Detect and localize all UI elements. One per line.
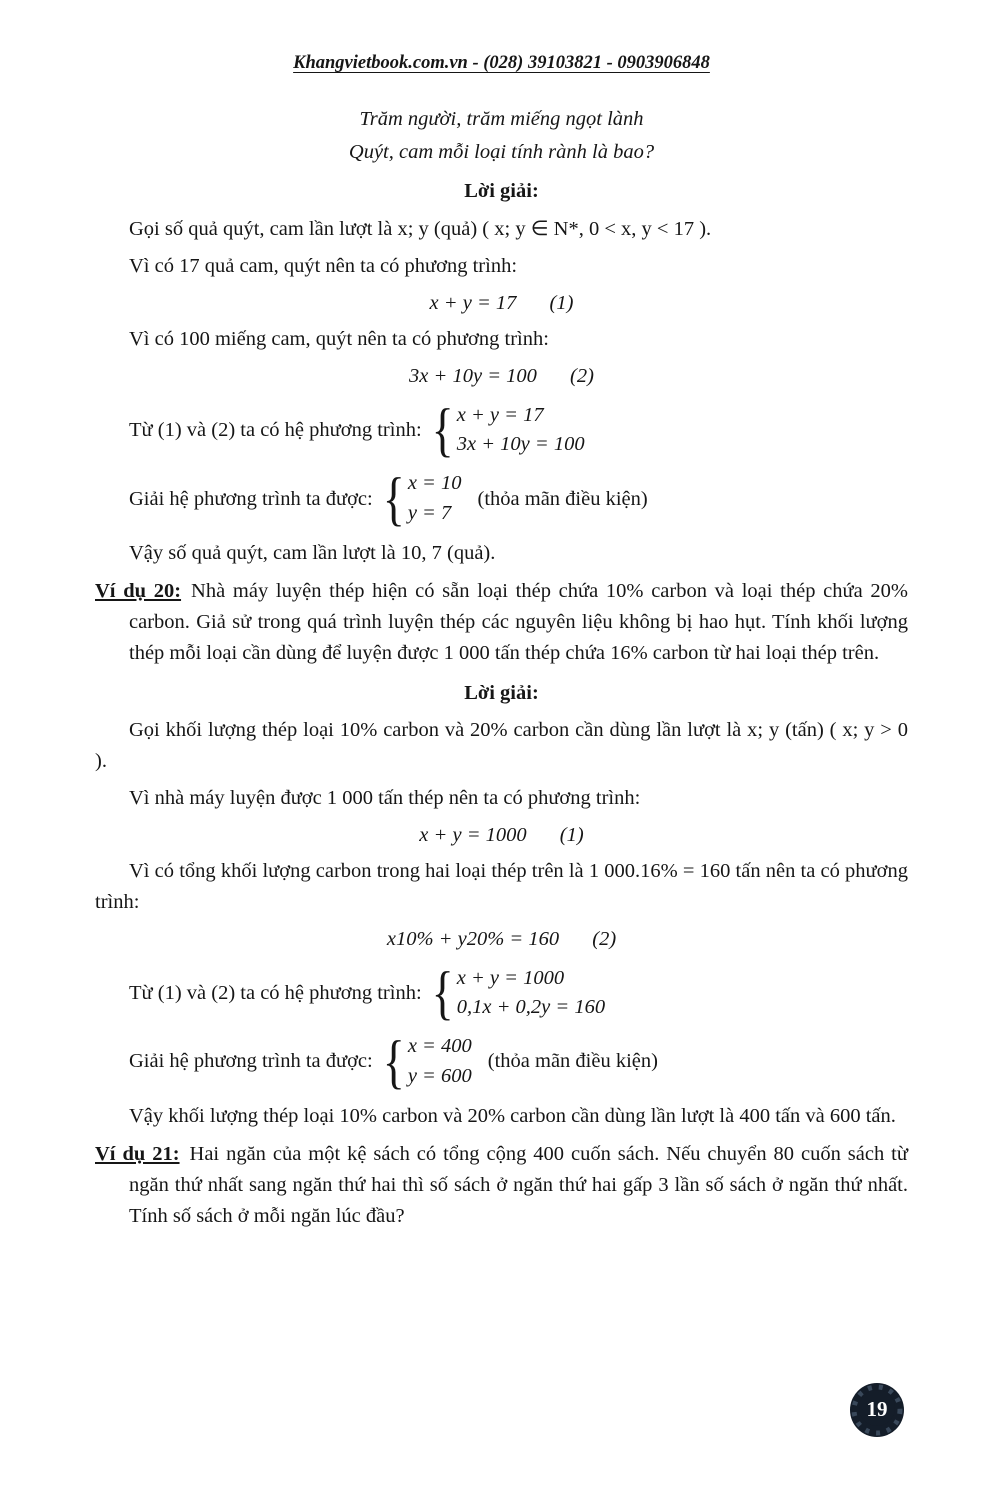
equation-2-tag: (2)	[570, 365, 594, 387]
system-3-line-1: x + y = 1000	[456, 966, 565, 989]
poem	[95, 104, 908, 168]
paragraph-vi-100: Vì có 100 miếng cam, quýt nên ta có phương trình:	[129, 328, 549, 351]
paragraph-goi-1: Gọi số quả quýt, cam lần lượt là x; y (quả) ( x; y ∈ N*, 0 < x, y < 17 ).	[129, 218, 712, 240]
paragraph-vi-160: Vì có tổng khối lượng carbon trong hai loại thép trên là 1 000.16% = 160 tấn nên ta có phương trình:	[95, 860, 908, 914]
left-brace: {	[382, 1027, 405, 1095]
poem-line-1: Trăm người, trăm miếng ngọt lành	[359, 107, 644, 130]
equation-2	[95, 361, 908, 392]
example-20-text: Nhà máy luyện thép hiện có sẵn loại thép chứa 10% carbon và loại thép chứa 20% carbon. Giả sử trong quá trình luyện thép các nguyên liệu không bị hao hụt. Tính khối lượng thép mỗi loại cần dùng để luyện được 1 000 tấn thép chứa 16% carbon từ hai loại thép trên.	[129, 580, 908, 664]
system-row-3-lead: Từ (1) và (2) ta có hệ phương trình:	[129, 981, 422, 1004]
equation-1	[95, 288, 908, 319]
equation-4-tag: (2)	[592, 927, 617, 950]
paragraph-goi-2: Gọi khối lượng thép loại 10% carbon và 20% carbon cần dùng lần lượt là x; y (tấn) ( x; y > 0 ).	[95, 719, 908, 773]
system-row-4-lead: Giải hệ phương trình ta được:	[129, 1050, 373, 1073]
system-row-1-lead: Từ (1) và (2) ta có hệ phương trình:	[129, 419, 422, 442]
left-brace: {	[431, 396, 454, 463]
system-2-line-1: x = 10	[407, 472, 462, 495]
equation-4-expression: x10% + y20% = 160	[386, 927, 560, 950]
equation-4	[95, 924, 908, 955]
example-20-label: Ví dụ 20:	[95, 580, 182, 603]
system-3-line-2: 0,1x + 0,2y = 160	[456, 996, 606, 1019]
equation-1-tag: (1)	[549, 291, 574, 314]
paragraph-vay-1: Vậy số quả quýt, cam lần lượt là 10, 7 (quả).	[129, 541, 496, 564]
paragraph-vi-1000: Vì nhà máy luyện được 1 000 tấn thép nên ta có phương trình:	[129, 786, 641, 809]
condition-note: (thỏa mãn điều kiện)	[487, 1050, 658, 1073]
system-row-1	[95, 396, 908, 463]
system-equations-2	[408, 469, 462, 528]
system-2-line-2: y = 7	[407, 501, 452, 524]
equation-1-expression: x + y = 17	[429, 291, 517, 314]
system-row-2-lead: Giải hệ phương trình ta được:	[129, 487, 373, 510]
system-equations-3	[457, 964, 605, 1023]
equation-3	[95, 820, 908, 851]
paragraph-vi-17: Vì có 17 quả cam, quýt nên ta có phương trình:	[129, 254, 518, 277]
example-21-text: Hai ngăn của một kệ sách có tổng cộng 400 cuốn sách. Nếu chuyển 80 cuốn sách từ ngăn thứ nhất sang ngăn thứ hai thì số sách ở ngăn thứ hai gấp 3 lần số sách ở ngăn thứ nhất. Tính số sách ở mỗi ngăn lúc đầu?	[129, 1143, 908, 1227]
poem-line-2: Quýt, cam mỗi loại tính rành là bao?	[348, 140, 655, 163]
condition-note: (thỏa mãn điều kiện)	[477, 487, 648, 510]
solution-heading-1: Lời giải:	[464, 180, 539, 203]
system-row-4	[95, 1027, 908, 1095]
system-4-line-1: x = 400	[407, 1035, 472, 1058]
equation-2-expression: 3x + 10y = 100	[409, 365, 537, 387]
equation-3-tag: (1)	[559, 823, 584, 846]
paragraph-vay-2: Vậy khối lượng thép loại 10% carbon và 20% carbon cần dùng lần lượt là 400 tấn và 600 tấn.	[129, 1104, 896, 1127]
system-1-line-1: x + y = 17	[456, 403, 544, 426]
example-20	[95, 576, 908, 668]
system-equations-1	[457, 401, 585, 460]
solution-heading-2: Lời giải:	[464, 681, 539, 704]
page-number: 19	[866, 1397, 888, 1421]
example-21-label: Ví dụ 21:	[95, 1143, 180, 1166]
system-1-line-2: 3x + 10y = 100	[456, 433, 585, 456]
left-brace: {	[382, 465, 405, 532]
example-21	[95, 1139, 908, 1231]
system-4-line-2: y = 600	[407, 1064, 472, 1087]
page-header	[95, 50, 908, 78]
system-row-3	[95, 959, 908, 1026]
system-row-2	[95, 465, 908, 532]
system-equations-4	[408, 1032, 472, 1091]
equation-3-expression: x + y = 1000	[419, 823, 527, 846]
left-brace: {	[431, 959, 454, 1026]
page-number-badge	[846, 1378, 908, 1442]
header-site-info: Khangvietbook.com.vn - (028) 39103821 - 0903906848	[293, 53, 710, 73]
